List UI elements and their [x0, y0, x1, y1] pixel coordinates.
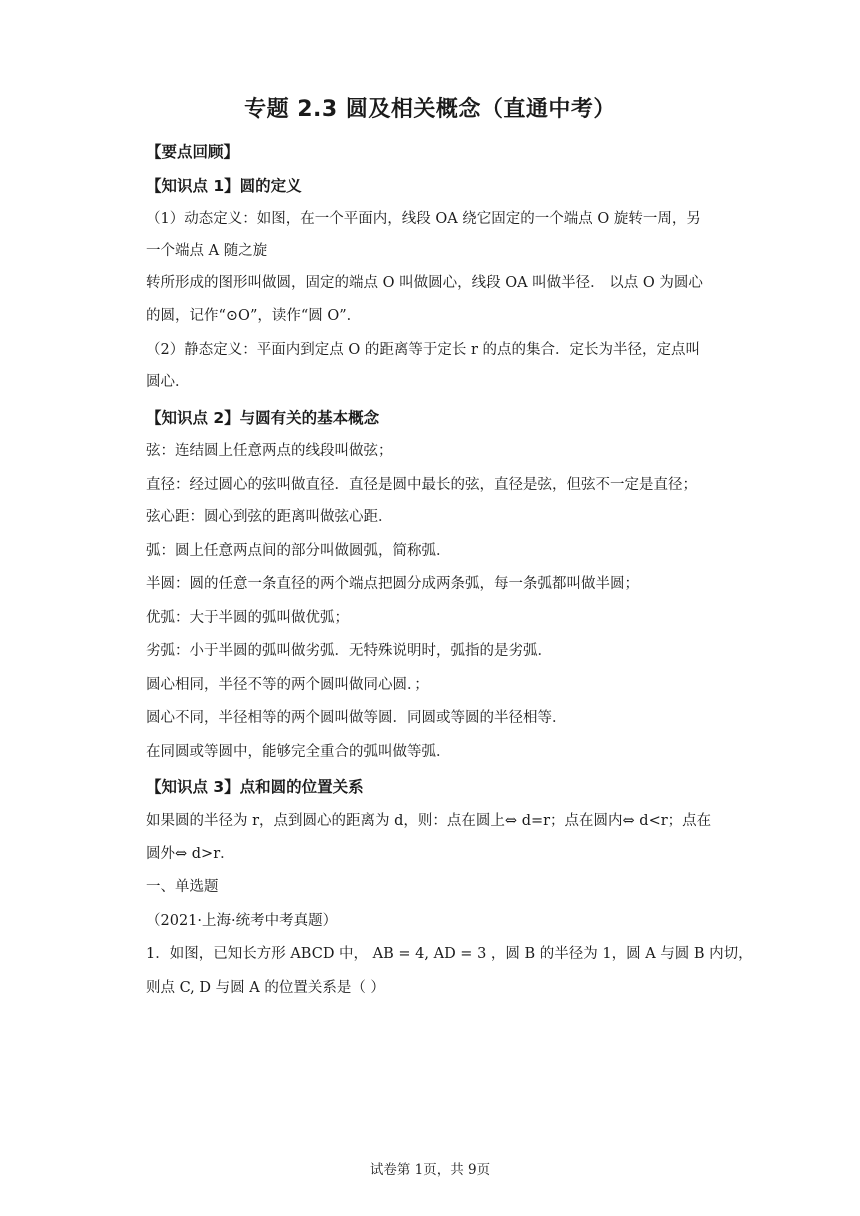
- kp2-line: 圆心不同，半径相等的两个圆叫做等圆．同圆或等圆的半径相等．: [146, 710, 567, 726]
- kp2-line: 弦心距：圆心到弦的距离叫做弦心距．: [146, 509, 393, 525]
- kp2-line: 弧：圆上任意两点间的部分叫做圆弧，简称弧．: [146, 543, 451, 559]
- section-heading: 一、单选题: [146, 879, 219, 895]
- kp2-line: 优弧：大于半圆的弧叫做优弧；: [146, 610, 349, 626]
- page-footer: 试卷第 1页，共 9页: [369, 1162, 491, 1178]
- kp3-heading: 【知识点 3】点和圆的位置关系: [146, 778, 364, 796]
- kp2-line: 半圆：圆的任意一条直径的两个端点把圆分成两条弧，每一条弧都叫做半圆；: [146, 576, 639, 592]
- kp1-line: （2）静态定义：平面内到定点 O 的距离等于定长 r 的点的集合．定长为半径，定点叫: [146, 342, 700, 358]
- kp1-line: 一个端点 A 随之旋: [146, 243, 268, 259]
- kp1-line: 的圆，记作“⊙O”，读作“圆 O”．: [146, 308, 362, 324]
- review-heading: 【要点回顾】: [146, 143, 240, 161]
- kp3-line: 如果圆的半径为 r，点到圆心的距离为 d，则：点在圆上⇔ d=r；点在圆内⇔ d<r；点在: [146, 813, 712, 829]
- page-title: 专题 2.3 圆及相关概念（直通中考）: [244, 97, 616, 122]
- kp3-line: 圆外⇔ d>r．: [146, 846, 235, 862]
- kp1-line: 圆心．: [146, 374, 190, 390]
- kp2-line: 在同圆或等圆中，能够完全重合的弧叫做等弧．: [146, 744, 451, 760]
- kp2-line: 圆心相同，半径不等的两个圆叫做同心圆．；: [146, 677, 429, 693]
- kp2-line: 直径：经过圆心的弦叫做直径．直径是圆中最长的弦，直径是弦，但弦不一定是直径；: [146, 477, 697, 493]
- question-line: 1．如图，已知长方形 ABCD 中， AB = 4, AD = 3 ，圆 B 的半径为 1，圆 A 与圆 B 内切，: [146, 946, 753, 962]
- kp2-heading: 【知识点 2】与圆有关的基本概念: [146, 409, 380, 427]
- kp1-line: 转所形成的图形叫做圆，固定的端点 O 叫做圆心，线段 OA 叫做半径． 以点 O 为圆心: [146, 275, 703, 291]
- question-source: （2021·上海·统考中考真题）: [146, 913, 338, 929]
- kp2-line: 劣弧：小于半圆的弧叫做劣弧．无特殊说明时，弧指的是劣弧．: [146, 643, 552, 659]
- question-line: 则点 C, D 与圆 A 的位置关系是（ ）: [146, 980, 385, 996]
- kp2-line: 弦：连结圆上任意两点的线段叫做弦；: [146, 443, 393, 459]
- kp1-line: （1）动态定义：如图，在一个平面内，线段 OA 绕它固定的一个端点 O 旋转一周，另: [146, 211, 701, 227]
- kp1-heading: 【知识点 1】圆的定义: [146, 177, 302, 195]
